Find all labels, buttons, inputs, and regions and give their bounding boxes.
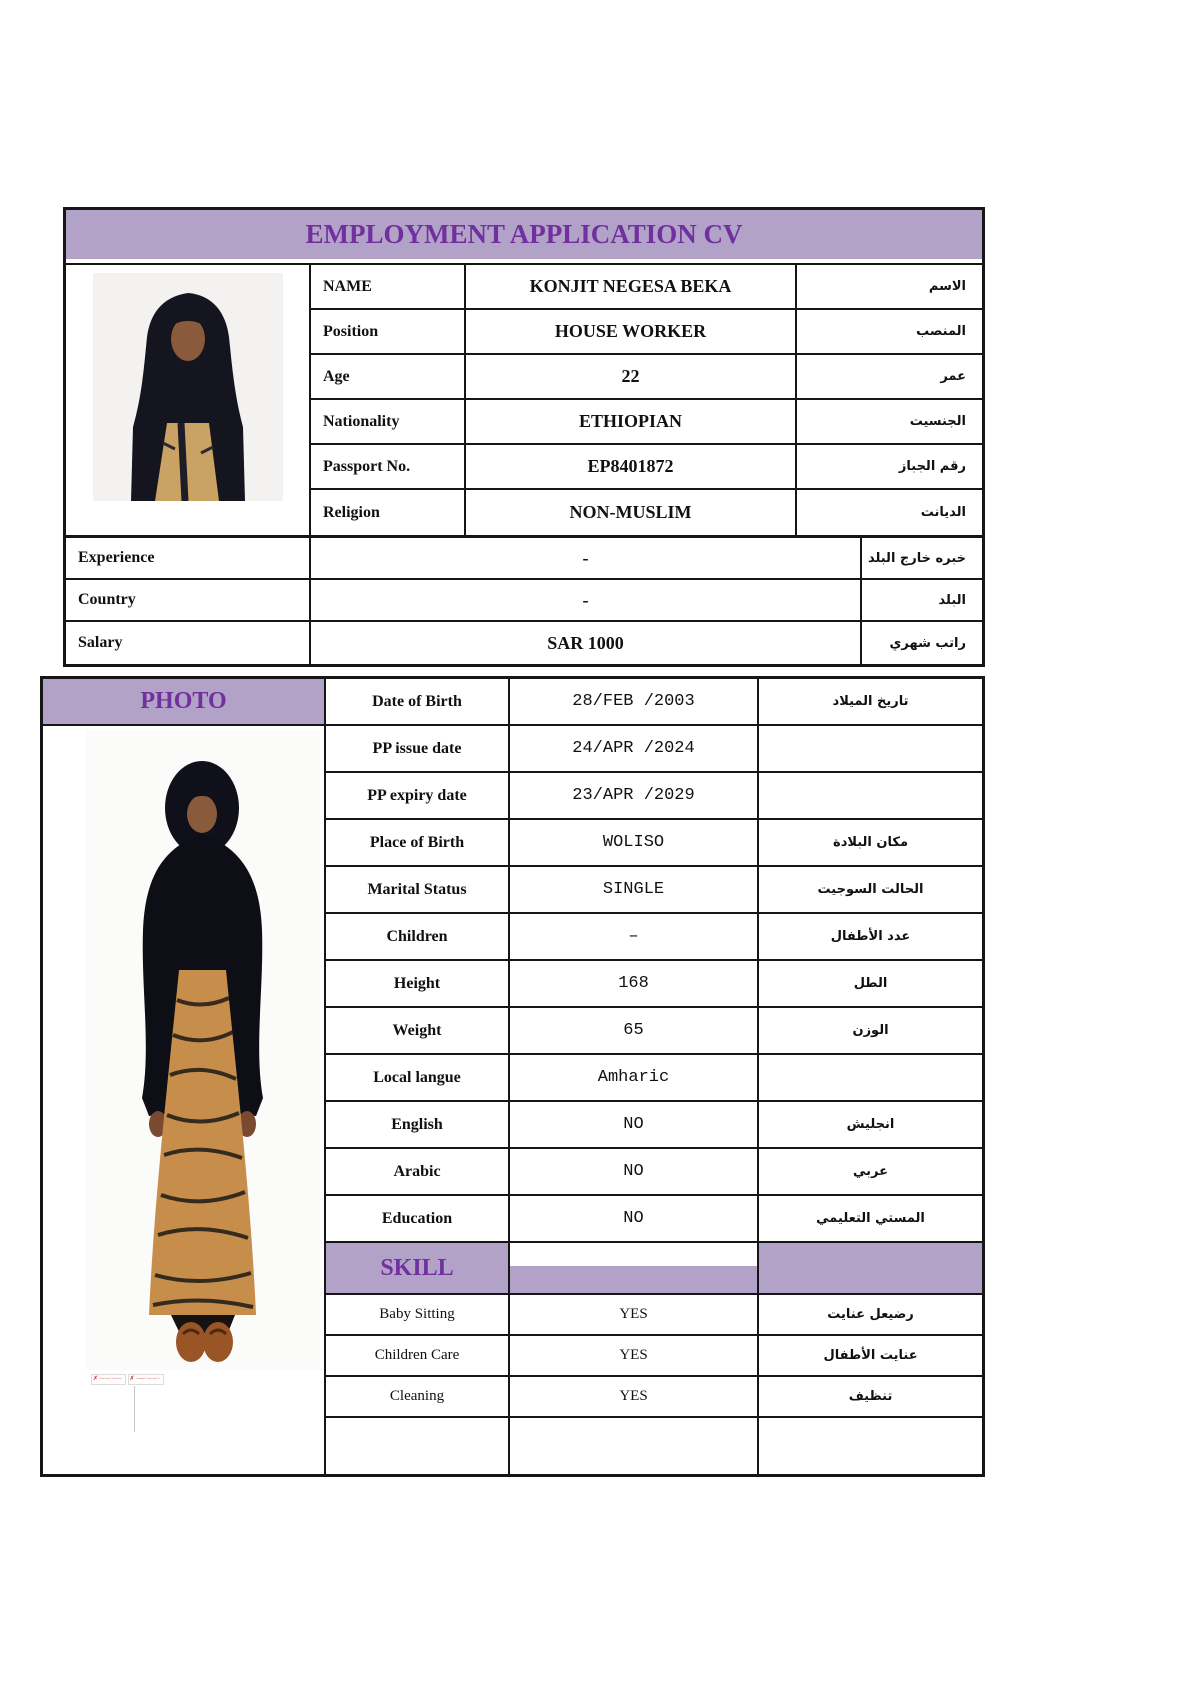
field-value: NO bbox=[510, 1149, 759, 1196]
field-label-arabic: راتب شهري bbox=[889, 635, 966, 651]
skill-header-right-cell bbox=[759, 1243, 982, 1295]
field-value: 24/APR /2024 bbox=[510, 726, 759, 773]
skill-label-arabic: عنايت الأطفال bbox=[759, 1336, 982, 1377]
field-label-arabic: الوزن bbox=[759, 1008, 982, 1055]
field-value: – bbox=[510, 914, 759, 961]
skill-section-title: SKILL bbox=[380, 1254, 454, 1281]
field-label: Experience bbox=[66, 538, 311, 580]
skill-label: Baby Sitting bbox=[326, 1295, 510, 1336]
field-value: Amharic bbox=[510, 1055, 759, 1102]
broken-image-placeholders bbox=[91, 1374, 164, 1385]
field-label: Height bbox=[326, 961, 510, 1008]
field-value: KONJIT NEGESA BEKA bbox=[466, 265, 797, 310]
field-label: PP issue date bbox=[326, 726, 510, 773]
photo-section-title: PHOTO bbox=[140, 688, 227, 714]
field-label: Country bbox=[66, 580, 311, 622]
field-label: Arabic bbox=[326, 1149, 510, 1196]
field-value: - bbox=[311, 538, 862, 580]
skill-section-header bbox=[326, 1243, 510, 1295]
field-label-arabic: الجنسيت bbox=[797, 400, 982, 445]
field-label: Marital Status bbox=[326, 867, 510, 914]
skill-value: YES bbox=[510, 1336, 759, 1377]
field-label-arabic: الحالت السوجيت bbox=[759, 867, 982, 914]
skill-label: Cleaning bbox=[326, 1377, 510, 1418]
field-label: Date of Birth bbox=[326, 679, 510, 726]
field-value: NO bbox=[510, 1196, 759, 1243]
field-label-arabic: عمر bbox=[797, 355, 982, 400]
empty-cell bbox=[510, 1418, 759, 1474]
field-label-arabic: البلد bbox=[862, 580, 982, 622]
table2-grid bbox=[43, 679, 982, 1474]
applicant-full-photo bbox=[85, 730, 320, 1370]
table1-header-band bbox=[66, 210, 982, 263]
applicant-photo bbox=[93, 273, 283, 501]
stray-table-line bbox=[134, 1386, 135, 1432]
broken-image-icon: ✗ ·–·–··–·– bbox=[91, 1374, 126, 1385]
field-label: PP expiry date bbox=[326, 773, 510, 820]
field-label: Age bbox=[311, 355, 466, 400]
field-value: SAR 1000 bbox=[311, 622, 862, 664]
field-label: Position bbox=[311, 310, 466, 355]
field-label-arabic: عربي bbox=[759, 1149, 982, 1196]
field-value: 28/FEB /2003 bbox=[510, 679, 759, 726]
broken-image-icon: ✗ ·––··–·–·· bbox=[128, 1374, 165, 1385]
page-title: EMPLOYMENT APPLICATION CV bbox=[305, 219, 743, 249]
field-value: SINGLE bbox=[510, 867, 759, 914]
field-label-arabic: تاريخ الميلاد bbox=[759, 679, 982, 726]
employment-application-table bbox=[63, 207, 985, 667]
field-label-arabic: الطل bbox=[759, 961, 982, 1008]
table1-lower-grid bbox=[66, 535, 982, 664]
field-label-arabic: مكان البلادة bbox=[759, 820, 982, 867]
field-label-arabic bbox=[759, 773, 982, 820]
field-label-arabic: الديانت bbox=[920, 505, 966, 520]
skill-header-middle-cell bbox=[510, 1243, 759, 1295]
field-label-arabic bbox=[759, 726, 982, 773]
field-label-arabic: المنصب bbox=[797, 310, 982, 355]
applicant-full-photo-cell bbox=[43, 726, 326, 1474]
field-label: Passport No. bbox=[311, 445, 466, 490]
field-label: Salary bbox=[66, 622, 311, 664]
field-label: Weight bbox=[326, 1008, 510, 1055]
field-label-arabic: رقم الجباز bbox=[797, 445, 982, 490]
field-label: Nationality bbox=[311, 400, 466, 445]
field-value: 23/APR /2029 bbox=[510, 773, 759, 820]
field-value: NO bbox=[510, 1102, 759, 1149]
field-label: English bbox=[326, 1102, 510, 1149]
skill-label: Children Care bbox=[326, 1336, 510, 1377]
field-label: Children bbox=[326, 914, 510, 961]
field-value: WOLISO bbox=[510, 820, 759, 867]
field-label: Place of Birth bbox=[326, 820, 510, 867]
skill-label-arabic: تنظيف bbox=[759, 1377, 982, 1418]
field-value: EP8401872 bbox=[466, 445, 797, 490]
applicant-photo-cell bbox=[66, 265, 311, 535]
field-label-arabic: عدد الأطفال bbox=[759, 914, 982, 961]
field-value: 168 bbox=[510, 961, 759, 1008]
field-value: NON-MUSLIM bbox=[466, 490, 797, 535]
field-label: NAME bbox=[311, 265, 466, 310]
field-value: ETHIOPIAN bbox=[466, 400, 797, 445]
field-label: Education bbox=[326, 1196, 510, 1243]
photo-section-header bbox=[43, 679, 326, 726]
field-value: 22 bbox=[466, 355, 797, 400]
skill-value: YES bbox=[510, 1295, 759, 1336]
field-label-arabic: الاسم bbox=[797, 265, 982, 310]
empty-cell bbox=[326, 1418, 510, 1474]
field-label-arabic bbox=[759, 1055, 982, 1102]
field-label-arabic: انجليش bbox=[759, 1102, 982, 1149]
field-value: 65 bbox=[510, 1008, 759, 1055]
field-label-arabic: المستي التعليمي bbox=[759, 1196, 982, 1243]
field-label: Religion bbox=[311, 490, 466, 535]
empty-cell bbox=[759, 1418, 982, 1474]
details-table bbox=[40, 676, 985, 1477]
table1-upper-grid bbox=[66, 263, 982, 535]
skill-value: YES bbox=[510, 1377, 759, 1418]
skill-label-arabic: رضيعل عنايت bbox=[759, 1295, 982, 1336]
field-value: HOUSE WORKER bbox=[466, 310, 797, 355]
field-label: Local langue bbox=[326, 1055, 510, 1102]
field-value: - bbox=[311, 580, 862, 622]
field-label-arabic: خبره خارج البلد bbox=[862, 538, 982, 580]
